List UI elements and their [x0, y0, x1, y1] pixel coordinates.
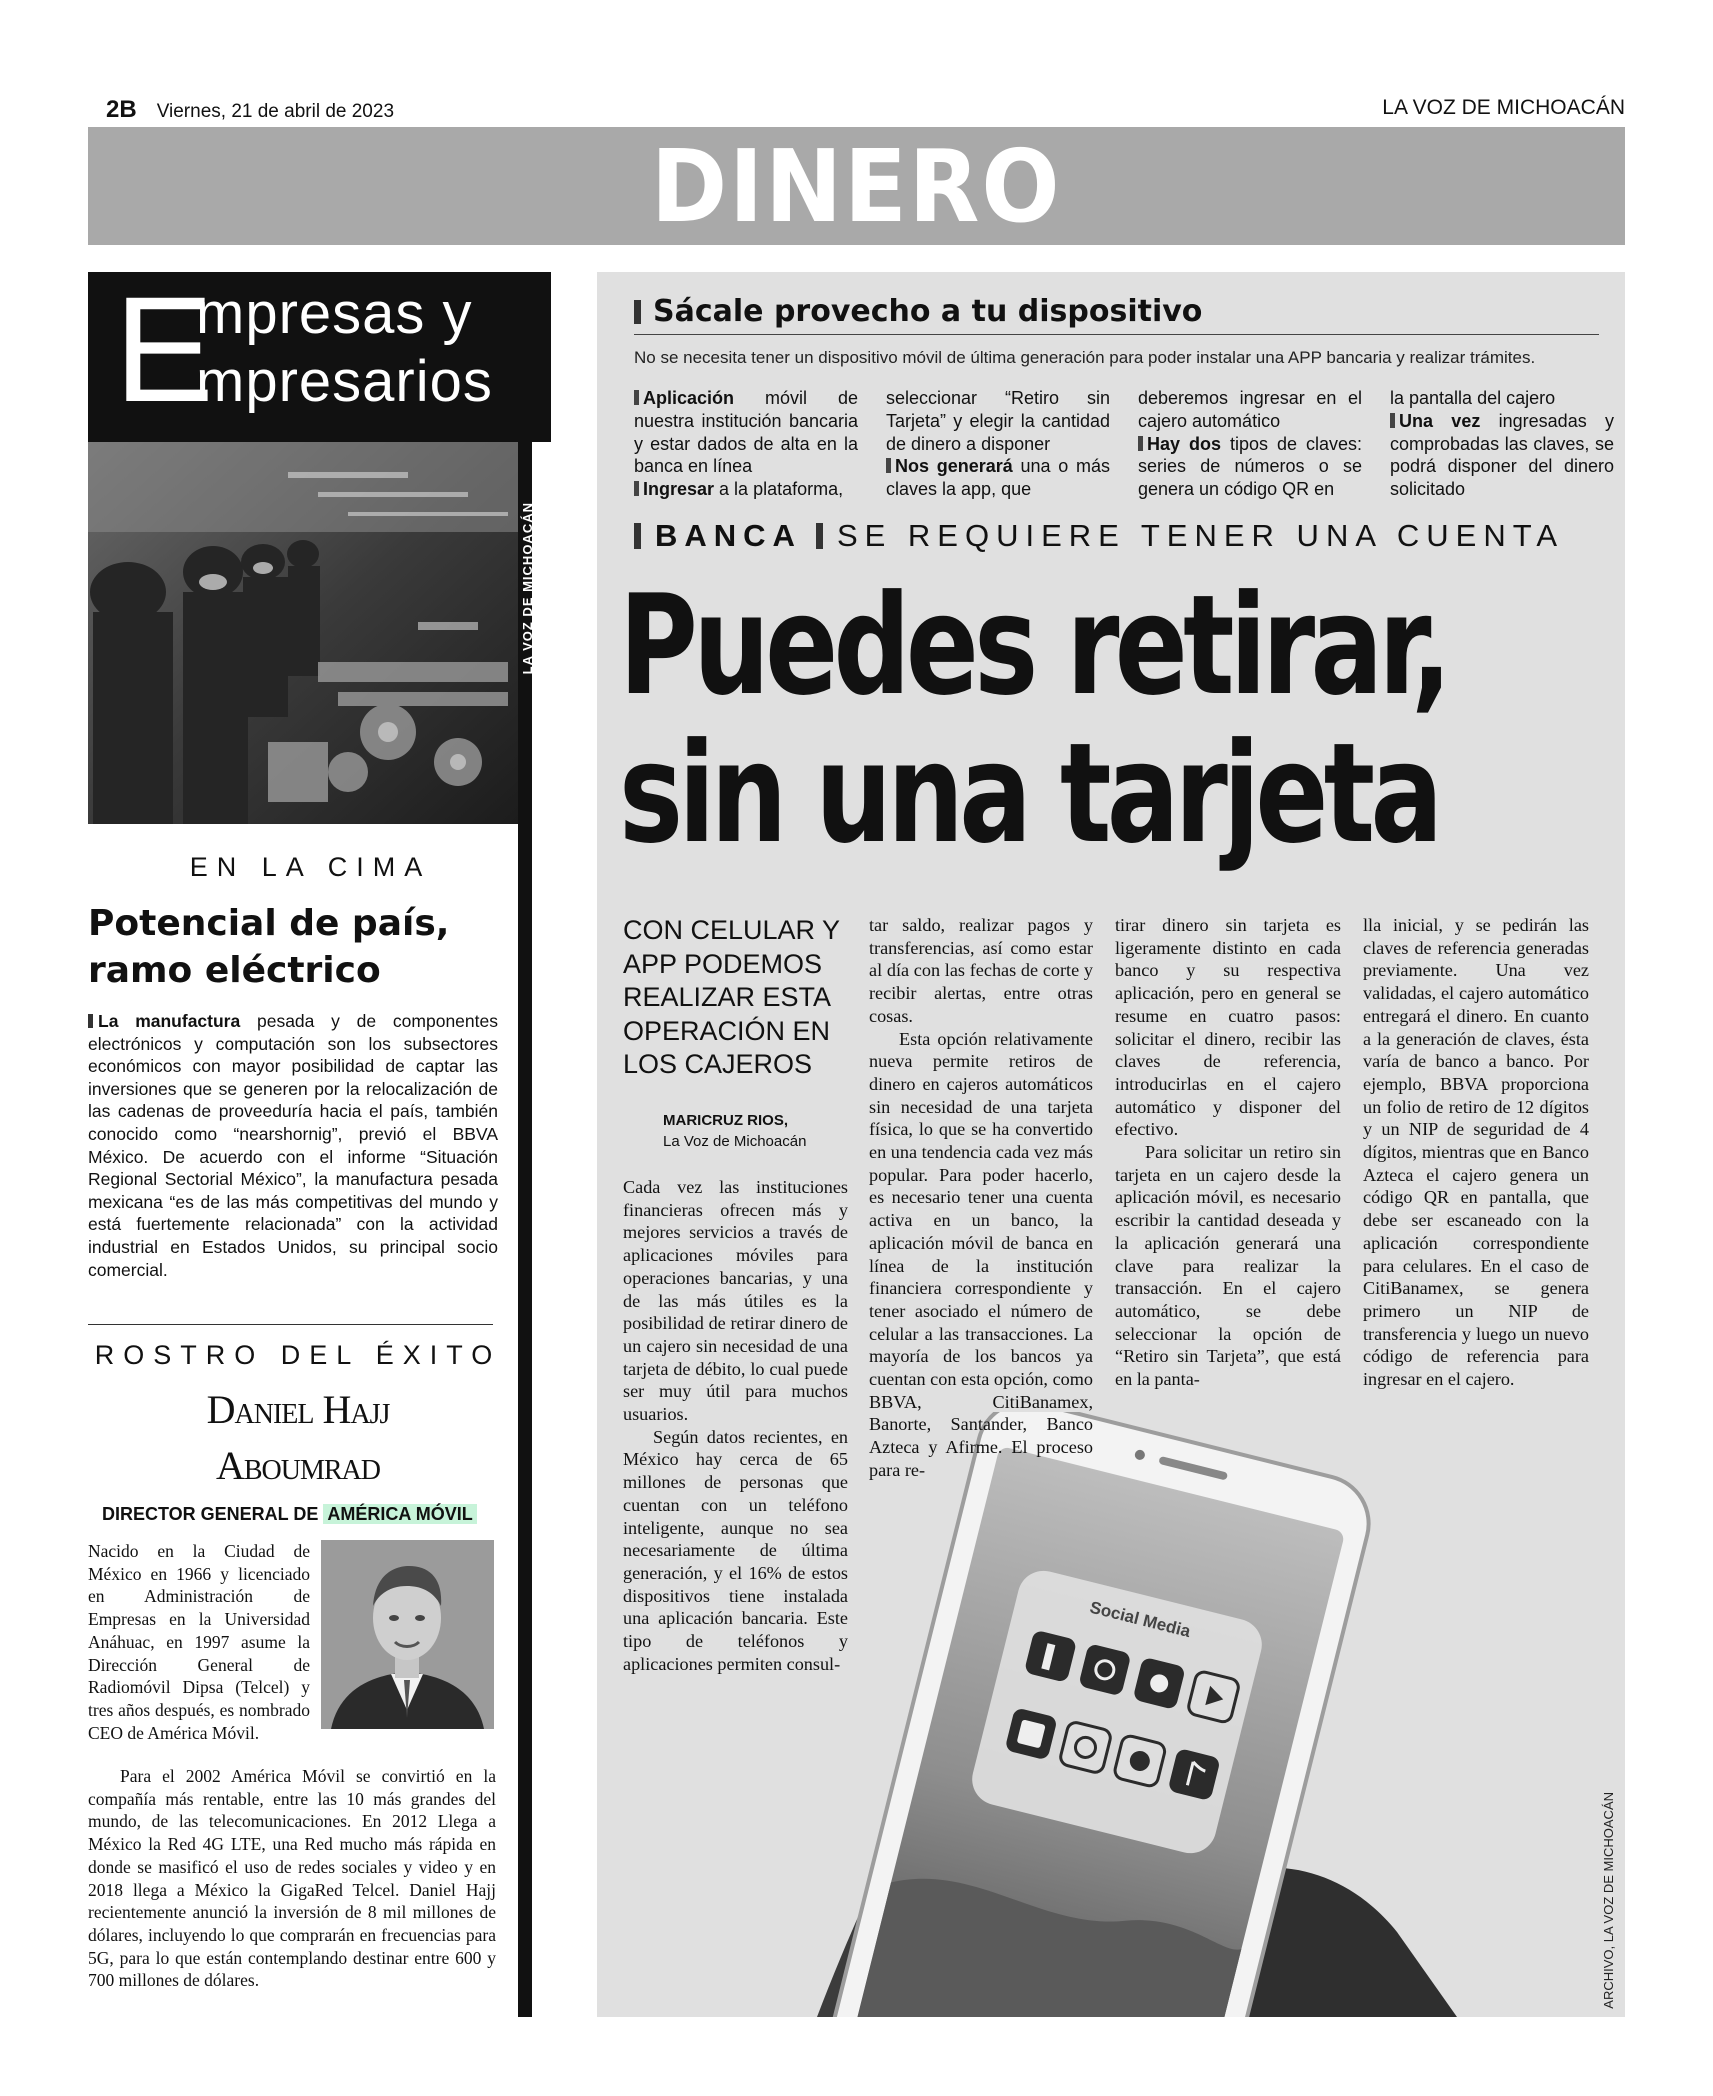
steps-col-1 — [634, 387, 858, 501]
article-dek: CON CELULAR Y APP PODEMOS REALIZAR ESTA OPERACIÓN EN LOS CAJEROS — [623, 915, 840, 1079]
empresas-column — [88, 265, 535, 2017]
steps-col-3 — [1138, 387, 1362, 501]
column-title-line-2: mpresarios — [196, 349, 493, 414]
cima-text: pesada y de componentes electrónicos y computación son los subsectores económicos con mayor posibilidad de captar las inversiones que se generen por la relocalización de las cadenas de proveeduría hacia el país, también conocido como “nearshornig”, previó el BBVA México. De acuerdo con el informe “Situación Regional Sectorial México”, la manufactura pesada mexicana “es de las más competitivas del mundo y está fuertemente relacionada” con la actividad industrial en Estados Unidos, su principal socio comercial. — [88, 1011, 498, 1280]
step-text: ingresadas y comprobadas las claves, se podrá disponer del dinero solicitado — [1390, 410, 1615, 500]
portrait-photo — [321, 1540, 494, 1729]
folder-title: Social Media — [1087, 1597, 1193, 1642]
profile-bio-1: Nacido en la Ciudad de México en 1966 y licenciado en Administración de Empresas en la Universidad Anáhuac, en 1997 asume la Dirección General de Radiomóvil Dipsa (Telcel) y tres años después, es nombrado CEO de América Móvil. — [88, 1541, 310, 1743]
column-title-line-1: mpresas y — [196, 281, 473, 346]
byline-outlet: La Voz de Michoacán — [663, 1133, 807, 1150]
folio — [106, 96, 394, 124]
cima-kicker: EN LA CIMA — [189, 852, 432, 882]
headline-line-2: sin una tarjeta — [619, 713, 1439, 874]
factory-workers-image — [88, 442, 518, 824]
bullet-bar — [816, 523, 823, 549]
article-column-1 — [623, 1176, 848, 1675]
headline-line-1: Puedes retirar, — [619, 565, 1448, 726]
topic-tag: SE REQUIERE TENER UNA CUENTA — [836, 518, 1565, 553]
photo-credit-vertical: LA VOZ DE MICHOACÁN — [520, 502, 535, 675]
article-column-3 — [1115, 914, 1341, 1391]
topic-line — [634, 518, 1564, 554]
profile-company: AMÉRICA MÓVIL — [323, 1504, 476, 1524]
step-text: seleccionar “Retiro sin Tarjeta” y elegir la cantidad de dinero a disponer — [886, 388, 1110, 454]
paragraph: Cada vez las instituciones financieras ofrecen más y mejores servicios a través de aplicaciones móviles para operaciones bancarias, y una de las más útiles es la posibilidad de retirar dinero de un cajero sin necesidad de una tarjeta de débito, lo cual puede ser muy útil para muchos usuarios. — [623, 1177, 848, 1425]
cima-body — [88, 1010, 498, 1281]
paragraph: tar saldo, realizar pagos y transferencias, así como estar al día con las fechas de corte y recibir alertas, entre otras cosas. — [869, 915, 1093, 1026]
step-text: móvil de nuestra institución bancaria y estar dados de alta en la banca en línea — [634, 388, 858, 477]
steps-col-2 — [886, 387, 1110, 501]
topic-label: BANCA — [655, 518, 802, 553]
byline-author: MARICRUZ RIOS, — [663, 1112, 788, 1129]
paragraph: lla inicial, y se pedirán las claves de referencia generadas previamente. Una vez validadas, el cajero automático entregará el dinero. En cuanto a la generación de claves, ésta varía de banco a banco. Por ejemplo, BBVA proporciona un folio de retiro de 12 dígitos y un NIP de seguridad de 4 dígitos, mientras que en Banco Azteca el cajero genera un código QR en pantalla, que debe ser escaneado con la aplicación correspondiente para celulares. En el caso de CitiBanamex, se genera primero un NIP de transferencia y luego un nuevo código de referencia para ingresar en el cajero. — [1363, 915, 1589, 1390]
step-text: a la plataforma, — [714, 479, 844, 500]
step-lead: Nos generará — [895, 456, 1013, 477]
steps-list — [634, 387, 1614, 501]
step-text: deberemos ingresar en el cajero automático — [1138, 388, 1362, 431]
cima-headline-line-2: ramo eléctrico — [88, 950, 381, 991]
profile-role-prefix: DIRECTOR GENERAL DE — [102, 1504, 324, 1524]
step-lead: Aplicación — [643, 388, 735, 408]
bullet-bar — [1390, 413, 1395, 428]
step-lead: Una vez — [1399, 410, 1481, 431]
man-portrait-image — [321, 1540, 494, 1729]
profile-bio-2: Para el 2002 América Móvil se convirtió en la compañía más rentable, entre las 10 más grandes del mundo, de las telecomunicaciones. En 2012 Llega a México la Red 4G LTE, una Red mucho más rápida en donde se masificó el uso de redes sociales y video y en 2018 llega a México la GigaRed Telcel. Daniel Hajj recientemente anunció la inversión de 8 mil millones de dólares, incluyendo lo que comprarán en frecuencias para 5G, para lo que están contemplando destinar entre 600 y 700 millones de dólares. — [88, 1766, 496, 1991]
byline — [663, 1110, 843, 1152]
photo-credit: ARCHIVO, LA VOZ DE MICHOACÁN — [1601, 1792, 1616, 2009]
bullet-bar — [634, 523, 641, 549]
steps-col-4 — [1390, 387, 1614, 501]
bullet-bar — [886, 458, 891, 473]
column-title-block — [88, 265, 551, 442]
bullet-bar — [88, 1014, 93, 1028]
profile-role — [102, 1504, 508, 1525]
rostro-kicker: ROSTRO DEL ÉXITO — [94, 1340, 502, 1370]
divider — [88, 1324, 493, 1325]
paragraph: Esta opción relativamente nueva permite retiros de dinero en cajeros automáticos sin necesidad de una tarjeta física, lo que se ha convertido en una tendencia cada vez más popular. Para poder hacerlo, es necesario tener una cuenta activa en un banco, la aplicación móvil de banca en línea de la institución financiera correspondiente y tener asociado el número de celular a las transacciones. La mayoría de los bancos ya cuentan con esta opción, como BBVA, CitiBanamex, Banorte, Santander, Banco Azteca y Afirme. El proceso para re- — [869, 1028, 1093, 1480]
step-lead: Ingresar — [643, 479, 715, 500]
bullet-bar — [634, 390, 639, 405]
sidebar-headline-text: Sácale provecho a tu dispositivo — [653, 294, 1203, 329]
sidebar-dek: No se necesita tener un dispositivo móvil de última generación para poder instalar una APP bancaria y realizar trámites. — [634, 348, 1536, 367]
cima-headline-line-1: Potencial de país, — [88, 903, 450, 944]
page-number: 2B — [106, 96, 137, 123]
newspaper-name: LA VOZ DE MICHOACÁN — [1382, 96, 1625, 119]
cima-headline — [88, 900, 533, 994]
column-title-initial: E — [114, 265, 215, 433]
paragraph: Según datos recientes, en México hay cerca de 65 millones de personas que cuentan con un teléfono inteligente, aunque no sea necesariamente de última generación, y el 16% de estos dispositivos tiene instalada una aplicación bancaria. Este tipo de teléfonos y aplicaciones permiten consul- — [623, 1426, 848, 1674]
sidebar-headline — [634, 294, 1202, 329]
sidebar-rule — [634, 334, 1599, 335]
paragraph: tirar dinero sin tarjeta es ligeramente distinto en cada banco y su respectiva aplicación, pero en general se resume en cuatro pasos: solicitar el dinero, recibir las claves de referencia, introducirlas en el cajero automático y disponer del efectivo. — [1115, 915, 1341, 1140]
step-text: tipos de claves: series de números o se genera un código QR en — [1138, 433, 1362, 500]
profile-name-line-1: Daniel Hajj — [206, 1387, 390, 1432]
issue-date: Viernes, 21 de abril de 2023 — [156, 101, 395, 122]
bullet-bar — [634, 481, 639, 496]
step-lead: Hay dos — [1147, 433, 1221, 454]
bullet-bar — [1138, 436, 1143, 451]
profile-name-line-2: Aboumrad — [215, 1443, 381, 1488]
bullet-bar — [634, 300, 641, 324]
main-story — [597, 272, 1625, 2017]
step-text: la pantalla del cajero — [1390, 388, 1556, 408]
cima-lead: La manufactura — [98, 1011, 241, 1031]
article-column-2 — [869, 914, 1093, 1482]
factory-photo — [88, 442, 518, 824]
step-text: una o más claves la app, que — [886, 456, 1110, 500]
section-title: DINERO — [651, 127, 1062, 245]
article-column-4 — [1363, 914, 1589, 1391]
paragraph: Para solicitar un retiro sin tarjeta en un cajero desde la aplicación móvil, es necesario escribir la cantidad deseada y la aplicación generará una clave para realizar la transacción. En el cajero automático, se debe seleccionar la opción de “Retiro sin Tarjeta”, que está en la panta- — [1115, 1142, 1341, 1390]
section-banner — [88, 127, 1625, 245]
